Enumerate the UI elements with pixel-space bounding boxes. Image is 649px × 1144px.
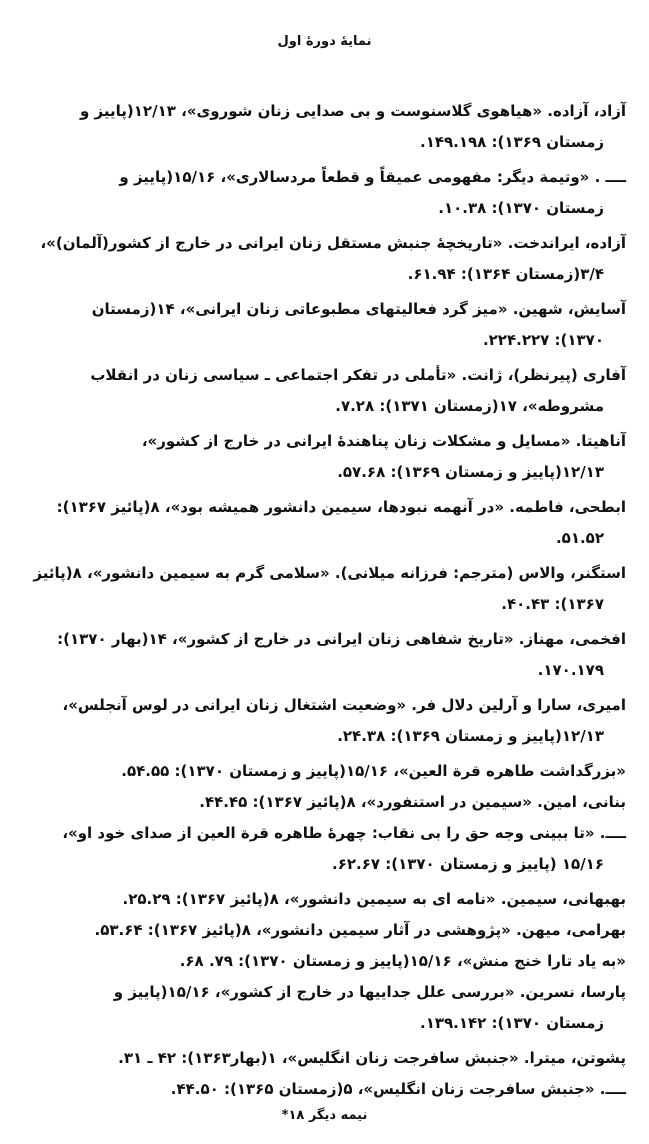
entry-continuation: ۱۵/۱۶ (پاییز و زمستان ۱۳۷۰): ۶۲.۶۷. [331,855,604,873]
entry-text: «بزرگداشت طاهره قرة العین»، ۱۵/۱۶(پاییز و زمستان ۱۳۷۰): ۵۴.۵۵. [121,762,626,780]
entry-text: آفاری (پیرنظر)، ژانت. «تأملی در تفکر اجتماعی ـ سیاسی زنان در انقلاب [90,366,626,384]
entry-continuation: مشروطه»، ۱۷(زمستان ۱۳۷۱): ۷.۲۸. [335,397,604,415]
bibliography-entry [18,1074,626,1105]
bibliography-entry [18,360,626,422]
entry-text: پشوتن، میترا. «جنبش سافرجت زنان انگلیس»، ۱(بهار۱۳۶۳): ۴۲ ـ ۳۱. [118,1049,626,1067]
bibliography-entry [18,162,626,224]
bibliography-list [18,96,626,1105]
bibliography-entry [18,294,626,356]
entry-continuation: زمستان ۱۳۶۹): ۱۴۹.۱۹۸. [419,133,604,151]
entry-continuation: ۱۳۶۷): ۴۰.۴۳. [501,595,604,613]
bibliography-entry [18,96,626,158]
running-header: نمایهٔ دورهٔ اول [277,34,372,49]
entry-continuation: ۵۱.۵۲. [555,529,604,547]
entry-text: آزاد، آزاده. «هیاهوی گلاسنوست و بی صدایی زنان شوروی»، ۱۲/۱۳(پاییز و [80,102,626,120]
bibliography-entry [18,558,626,620]
entry-continuation: زمستان ۱۳۷۰): ۱۰.۳۸. [438,199,604,217]
entry-text: ــــ . «وتیمة دیگر: مفهومی عمیقاً و قطعاً مردسالاری»، ۱۵/۱۶(پاییز و [119,168,626,186]
bibliography-entry [18,1043,626,1074]
bibliography-entry [18,818,626,880]
entry-continuation: ۱۳۷۰): ۲۲۴.۲۲۷. [482,331,604,349]
bibliography-entry [18,884,626,915]
bibliography-entry [18,977,626,1039]
bibliography-entry [18,228,626,290]
bibliography-entry [18,946,626,977]
entry-text: بهرامی، میهن. «پژوهشی در آثار سیمین دانشور»، ۸(پائیز ۱۳۶۷): ۵۳.۶۴. [94,921,626,939]
entry-continuation: ۱۷۰.۱۷۹. [537,661,604,679]
bibliography-entry [18,787,626,818]
bibliography-entry [18,915,626,946]
bibliography-entry [18,492,626,554]
entry-text: استگنر، والاس (مترجم: فرزانه میلانی). «سلامی گرم به سیمین دانشور»، ۸(پائیز [33,564,626,582]
entry-text: آزاده، ایراندخت. «تاریخچهٔ جنبش مستقل زنان ایرانی در خارج از کشور(آلمان)»، [40,234,626,252]
entry-text: ــــ. «تا ببینی وجه حق را بی نقاب: چهرهٔ طاهره قرة العین از صدای خود او»، [62,824,626,842]
entry-text: امیری، سارا و آرلین دلال فر. «وضعیت اشتغال زنان ایرانی در لوس آنجلس»، [62,696,626,714]
bibliography-entry [18,690,626,752]
entry-text: آناهیتا. «مسایل و مشکلات زنان پناهندهٔ ایرانی در خارج از کشور»، [141,432,626,450]
entry-continuation: ۱۲/۱۳(پاییز و زمستان ۱۳۶۹): ۲۴.۳۸. [337,727,604,745]
page-footer: نیمه دیگر ۱۸* [281,1108,368,1123]
entry-text: بنانی، امین. «سیمین در استنفورد»، ۸(پائیز ۱۳۶۷): ۴۴.۴۵. [199,793,626,811]
entry-continuation: زمستان ۱۳۷۰): ۱۳۹.۱۴۲. [419,1014,604,1032]
entry-text: افخمی، مهناز. «تاریخ شفاهی زنان ایرانی در خارج از کشور»، ۱۴(بهار ۱۳۷۰): [57,630,626,648]
entry-text: «به یاد تارا خنج منش»، ۱۵/۱۶(پاییز و زمستان ۱۳۷۰): ۷۹. ۶۸. [179,952,626,970]
entry-text: بهبهانی، سیمین. «نامه ای به سیمین دانشور»، ۸(پائیز ۱۳۶۷): ۲۵.۲۹. [122,890,626,908]
bibliography-entry [18,756,626,787]
entry-text: آسایش، شهین. «میز گرد فعالیتهای مطبوعاتی زنان ایرانی»، ۱۴(زمستان [91,300,626,318]
bibliography-entry [18,624,626,686]
entry-text: ابطحی، فاطمه. «در آنهمه نبودها، سیمین دانشور همیشه بود»، ۸(پائیز ۱۳۶۷): [56,498,626,516]
bibliography-entry [18,426,626,488]
entry-text: پارسا، نسرین. «بررسی علل جداییها در خارج از کشور»، ۱۵/۱۶(پاییز و [113,983,626,1001]
entry-continuation: ۱۲/۱۳(پاییز و زمستان ۱۳۶۹): ۵۷.۶۸. [337,463,604,481]
entry-continuation: ۳/۴(زمستان ۱۳۶۴): ۶۱.۹۴. [407,265,604,283]
entry-text: ــــ. «جنبش سافرجت زنان انگلیس»، ۵(زمستان ۱۳۶۵): ۴۴.۵۰. [170,1080,626,1098]
